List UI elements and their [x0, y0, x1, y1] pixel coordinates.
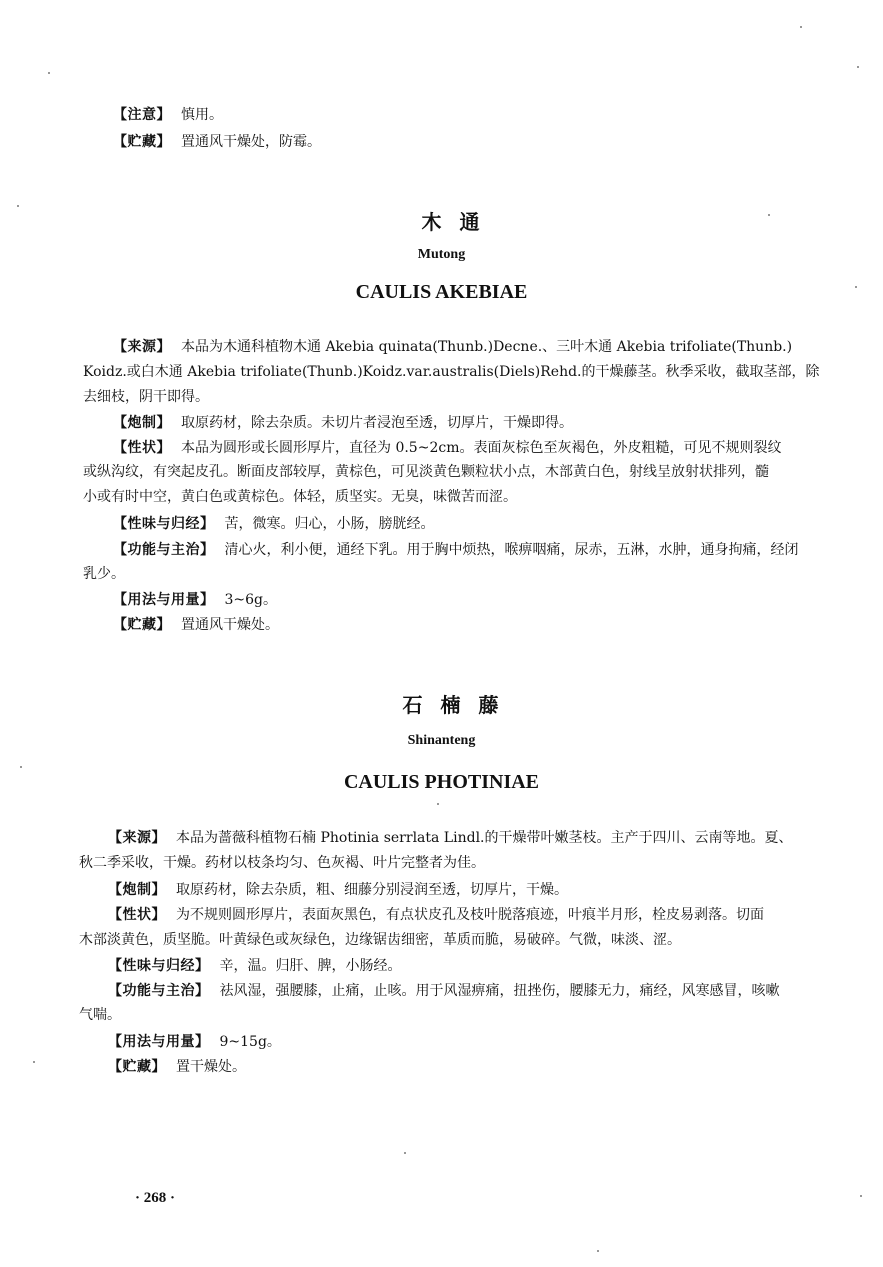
scan-speck — [48, 72, 50, 74]
entry1-title-latin: CAULIS AKEBIAE — [355, 281, 528, 303]
entry1-character-line1 — [113, 437, 781, 458]
entry1-source-text1: 本品为木通科植物木通 Akebia quinata(Thunb.)Decne.、三叶木通 Akebia trifoliate(Thunb.) — [181, 339, 793, 355]
entry1-character-label: 【性状】 — [113, 440, 171, 456]
entry1-usage-label: 【用法与用量】 — [113, 592, 215, 608]
entry1-title-pinyin: Mutong — [417, 247, 466, 262]
scan-speck — [800, 26, 802, 28]
entry2-title-latin: CAULIS PHOTINIAE — [343, 771, 540, 793]
entry2-storage-label: 【贮藏】 — [108, 1059, 166, 1075]
page-number: · 268 · — [135, 1190, 176, 1206]
entry2-title-cn: 石楠藤 — [402, 693, 517, 717]
entry2-processing-label: 【炮制】 — [108, 882, 166, 898]
entry2-source-line2: 秋二季采收，干燥。药材以枝条均匀、色灰褐、叶片完整者为佳。 — [79, 855, 485, 871]
entry1-usage-text: 3~6g。 — [224, 592, 278, 608]
entry2-character-line2: 木部淡黄色，质坚脆。叶黄绿色或灰绿色，边缘锯齿细密，革质而脆，易破碎。气微，味淡、涩。 — [79, 932, 681, 948]
entry1-character-line3: 小或有时中空，黄白色或黄棕色。体轻，质坚实。无臭，味微苦而涩。 — [83, 489, 517, 505]
entry2-usage-label: 【用法与用量】 — [108, 1034, 210, 1050]
scan-speck — [17, 205, 19, 207]
note-storage — [113, 131, 321, 152]
scan-speck — [857, 66, 859, 68]
entry2-character-line1 — [108, 904, 764, 925]
entry2-character-text1: 为不规则圆形厚片，表面灰黑色，有点状皮孔及枝叶脱落痕迹，叶痕半月形，栓皮易剥落。切面 — [176, 907, 764, 923]
entry1-storage — [113, 614, 279, 635]
entry2-function-line1 — [108, 980, 780, 1001]
entry1-processing-label: 【炮制】 — [113, 415, 171, 431]
scan-speck — [768, 214, 770, 216]
entry1-character-text1: 本品为圆形或长圆形厚片，直径为 0.5~2cm。表面灰棕色至灰褐色，外皮粗糙，可见不规则裂纹 — [181, 440, 782, 456]
entry1-usage — [113, 589, 277, 610]
entry1-nature-text: 苦，微寒。归心，小肠，膀胱经。 — [224, 516, 435, 532]
entry1-function-label: 【功能与主治】 — [113, 542, 215, 558]
scan-speck — [855, 286, 857, 288]
entry2-source-text1: 本品为蔷薇科植物石楠 Photinia serrlata Lindl.的干燥带叶嫩茎枝。主产于四川、云南等地。夏、 — [176, 830, 793, 846]
entry2-usage — [108, 1031, 281, 1052]
entry1-character-line2: 或纵沟纹，有突起皮孔。断面皮部较厚，黄棕色，可见淡黄色颗粒状小点，木部黄白色，射线呈放射状排列，髓 — [83, 464, 769, 480]
entry1-nature — [113, 513, 435, 534]
entry1-function-line1 — [113, 539, 799, 560]
entry1-function-line2: 乳少。 — [83, 566, 125, 582]
scan-speck — [33, 1061, 35, 1063]
entry2-storage — [108, 1056, 246, 1077]
scan-speck — [20, 766, 22, 768]
entry2-source-line1 — [108, 827, 793, 848]
note-caution-label: 【注意】 — [113, 107, 171, 123]
entry1-source-line3: 去细枝，阴干即得。 — [83, 389, 209, 405]
entry2-function-line2: 气喘。 — [79, 1007, 121, 1023]
scan-speck — [437, 803, 439, 805]
entry2-function-text1: 祛风湿，强腰膝，止痛，止咳。用于风湿痹痛，扭挫伤，腰膝无力，痛经，风寒感冒，咳嗽 — [219, 983, 780, 999]
entry2-storage-text: 置干燥处。 — [176, 1059, 246, 1075]
note-storage-text: 置通风干燥处，防霉。 — [181, 134, 321, 150]
scan-speck — [597, 1250, 599, 1252]
entry1-title-cn: 木通 — [421, 210, 498, 234]
entry2-processing — [108, 879, 568, 900]
entry2-character-label: 【性状】 — [108, 907, 166, 923]
entry1-storage-label: 【贮藏】 — [113, 617, 171, 633]
note-caution-text: 慎用。 — [181, 107, 223, 123]
entry1-source-label: 【来源】 — [113, 339, 171, 355]
entry2-function-label: 【功能与主治】 — [108, 983, 210, 999]
scan-speck — [860, 1195, 862, 1197]
entry1-storage-text: 置通风干燥处。 — [181, 617, 279, 633]
entry2-usage-text: 9~15g。 — [219, 1034, 281, 1050]
entry2-nature-label: 【性味与归经】 — [108, 958, 210, 974]
scan-speck — [404, 1152, 406, 1154]
entry1-source-line2: Koidz.或白木通 Akebia trifoliate(Thunb.)Koidz.var.australis(Diels)Rehd.的干燥藤茎。秋季采收，截取茎部，除 — [83, 364, 820, 380]
entry1-nature-label: 【性味与归经】 — [113, 516, 215, 532]
note-caution — [113, 104, 223, 125]
entry2-title-pinyin: Shinanteng — [407, 733, 476, 748]
entry1-processing — [113, 412, 573, 433]
entry2-processing-text: 取原药材，除去杂质，粗、细藤分别浸润至透，切厚片，干燥。 — [176, 882, 568, 898]
entry2-source-label: 【来源】 — [108, 830, 166, 846]
entry1-processing-text: 取原药材，除去杂质。未切片者浸泡至透，切厚片，干燥即得。 — [181, 415, 573, 431]
entry2-nature-text: 辛，温。归肝、脾，小肠经。 — [219, 958, 402, 974]
entry1-function-text1: 清心火，利小便，通经下乳。用于胸中烦热，喉痹咽痛，尿赤，五淋，水肿，通身拘痛，经闭 — [224, 542, 799, 558]
entry2-nature — [108, 955, 402, 976]
note-storage-label: 【贮藏】 — [113, 134, 171, 150]
entry1-source-line1 — [113, 336, 792, 357]
